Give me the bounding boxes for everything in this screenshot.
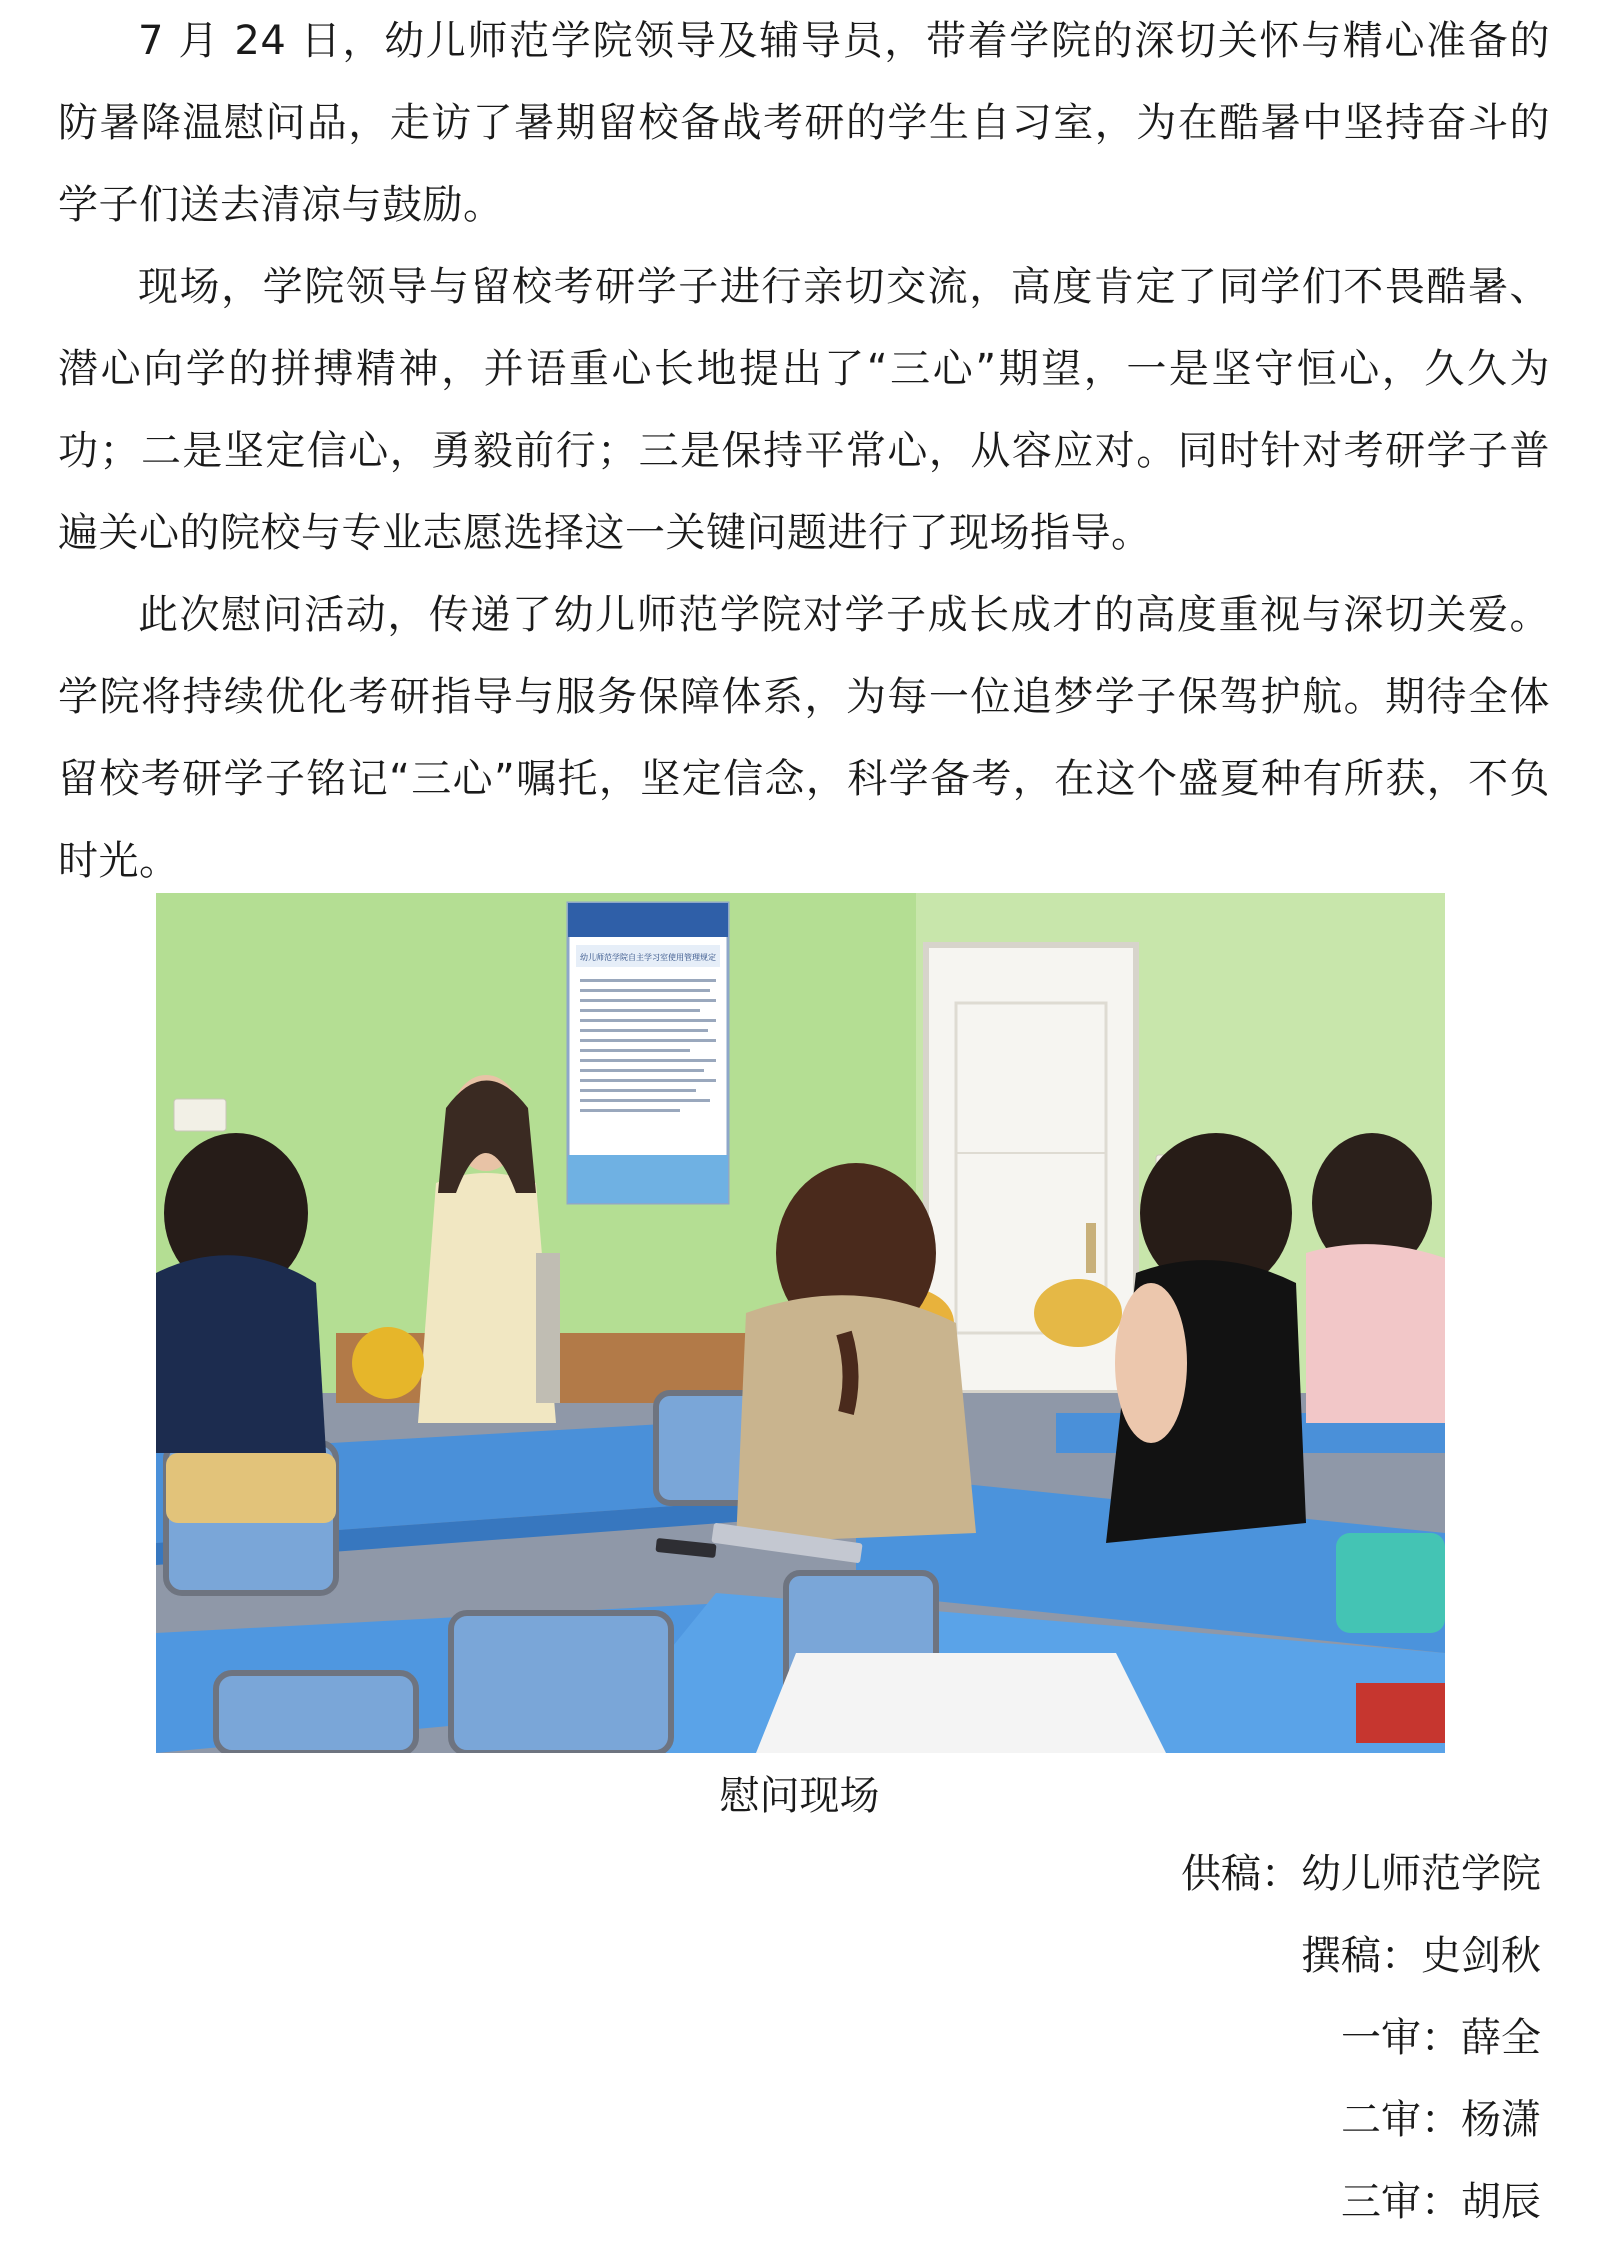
poster-heading: 幼儿师范学院自主学习室使用管理规定 [580, 953, 716, 962]
credit-source: 供稿：幼儿师范学院 [1181, 1851, 1541, 1897]
paragraph-1: 7 月 24 日，幼儿师范学院领导及辅导员，带着学院的深切关怀与精心准备的防暑降温慰问品，走访了暑期留校备战考研的学生自习室，为在酷暑中坚持奋斗的学子们送去清凉与鼓励。 [58, 18, 1550, 228]
paragraph-2: 现场，学院领导与留校考研学子进行亲切交流，高度肯定了同学们不畏酷暑、潜心向学的拼搏精神，并语重心长地提出了“三心”期望，一是坚守恒心，久久为功；二是坚定信心，勇毅前行；三是保持平常心，从容应对。同时针对考研学子普遍关心的院校与专业志愿选择这一关键问题进行了现场指导。 [58, 264, 1550, 556]
credit-review-3: 三审：胡辰 [1341, 2179, 1541, 2225]
wall-poster [568, 903, 728, 1203]
credit-writer: 撰稿：史剑秋 [1301, 1933, 1541, 1979]
event-photo [156, 893, 1445, 1753]
paragraph-3: 此次慰问活动，传递了幼儿师范学院对学子成长成才的高度重视与深切关爱。学院将持续优化考研指导与服务保障体系，为每一位追梦学子保驾护航。期待全体留校考研学子铭记“三心”嘱托，坚定信念，科学备考，在这个盛夏种有所获，不负时光。 [58, 592, 1550, 884]
credits-block [1181, 1833, 1541, 2243]
credit-review-2: 二审：杨潇 [1341, 2097, 1541, 2143]
article-body [58, 0, 1550, 902]
credit-review-1: 一审：薛全 [1341, 2015, 1541, 2061]
photo-caption: 慰问现场 [719, 1773, 880, 1819]
